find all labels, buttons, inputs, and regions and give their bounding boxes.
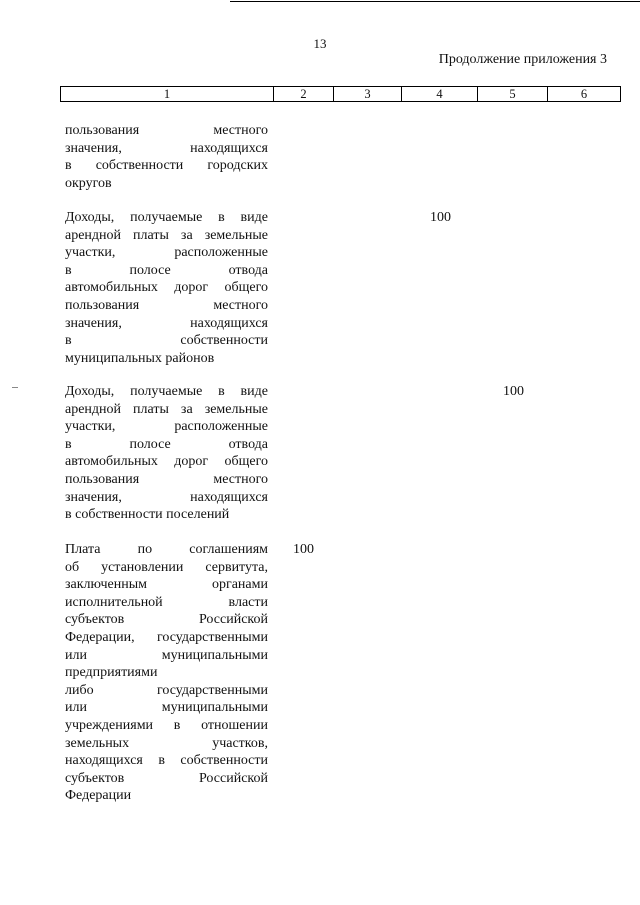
text-line: значения, находящихся [65, 489, 268, 505]
text-line: в собственности поселений [65, 507, 230, 523]
header-row [61, 87, 621, 102]
row-description [65, 209, 268, 367]
text-line: округов [65, 175, 112, 191]
text-line: автомобильных дорог общего [65, 280, 268, 296]
column-header-3: 3 [334, 87, 402, 102]
text-line: участки, расположенные [65, 419, 268, 435]
column-header-2: 2 [274, 87, 334, 102]
column-header-5: 5 [478, 87, 548, 102]
row-description [65, 541, 268, 805]
text-line: или муниципальными [65, 700, 268, 716]
column-header-table [60, 86, 621, 102]
text-line: земельных участков, [65, 735, 268, 751]
text-line: или муниципальными [65, 647, 268, 663]
column-5-value: 100 [503, 384, 524, 399]
text-line: в собственности [65, 333, 268, 349]
text-line: Доходы, получаемые в виде [65, 210, 268, 225]
text-line: учреждениями в отношении [65, 717, 268, 733]
text-line: Доходы, получаемые в виде [65, 384, 268, 399]
row-description [65, 122, 268, 192]
text-line: арендной платы за земельные [65, 401, 268, 417]
column-4-value: 100 [430, 210, 451, 225]
text-line: муниципальных районов [65, 350, 215, 366]
text-line: субъектов Российской [65, 612, 268, 628]
text-line: субъектов Российской [65, 770, 268, 786]
column-2-value: 100 [293, 542, 314, 557]
text-line: исполнительной власти [65, 594, 268, 610]
text-line: в собственности городских [65, 158, 268, 174]
column-header-1: 1 [61, 87, 274, 102]
text-line: значения, находящихся [65, 315, 268, 331]
column-header-6: 6 [548, 87, 621, 102]
text-line: участки, расположенные [65, 245, 268, 261]
text-line: автомобильных дорог общего [65, 454, 268, 470]
text-line: либо государственными [65, 682, 268, 698]
text-line: Федерации [65, 788, 132, 804]
text-line: пользования местного [65, 471, 268, 487]
top-rule [230, 1, 640, 2]
text-line: в полосе отвода [65, 436, 268, 452]
text-line: арендной платы за земельные [65, 227, 268, 243]
row-description [65, 383, 268, 524]
text-line: находящихся в собственности [65, 753, 268, 769]
text-line: пользования местного [65, 123, 268, 138]
text-line: предприятиями [65, 665, 158, 681]
margin-mark [12, 387, 18, 388]
column-header-4: 4 [402, 87, 478, 102]
text-line: в полосе отвода [65, 262, 268, 278]
text-line: Плата по соглашениям [65, 542, 268, 557]
text-line: об установлении сервитута, [65, 559, 268, 575]
text-line: Федерации, государственными [65, 629, 268, 645]
text-line: пользования местного [65, 297, 268, 313]
text-line: заключенным органами [65, 577, 268, 593]
page-number: 13 [313, 36, 327, 51]
appendix-caption: Продолжение приложения 3 [438, 52, 607, 67]
text-line: значения, находящихся [65, 140, 268, 156]
